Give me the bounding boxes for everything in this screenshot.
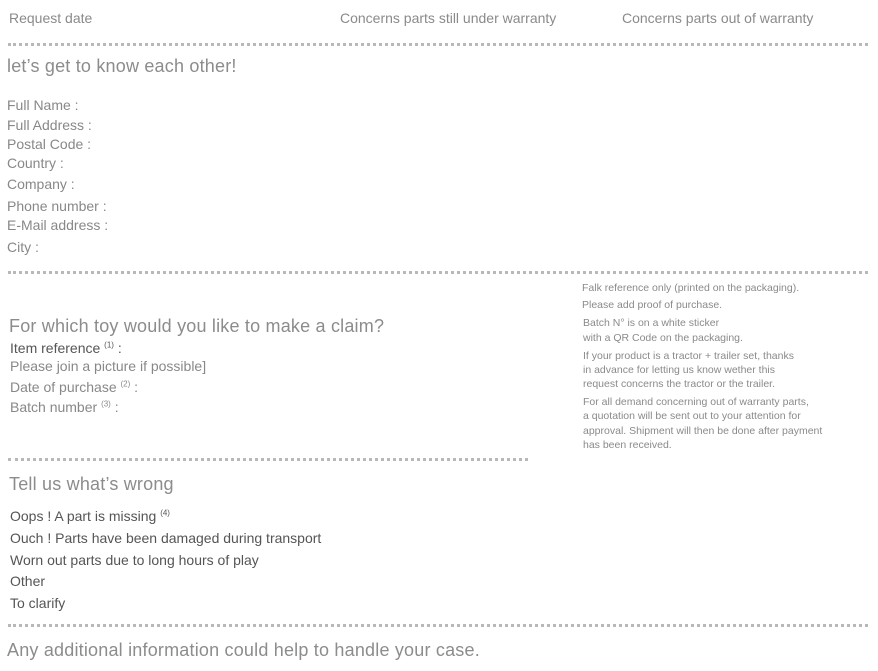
item-reference-label: Item reference — [10, 340, 101, 356]
footnote-marker: (3) — [101, 399, 111, 409]
footnote-2: Please add proof of purchase. — [582, 299, 723, 311]
picture-upload-field[interactable]: Please join a picture if possible] — [10, 358, 207, 374]
city-field[interactable]: City : — [7, 239, 39, 255]
footnote-marker: (4) — [160, 508, 170, 518]
full-address-field[interactable]: Full Address : — [7, 117, 92, 133]
batch-number-field[interactable] — [10, 399, 119, 415]
item-reference-field[interactable] — [10, 340, 122, 356]
footnote-4-line-3: request concerns the tractor or the trailer. — [583, 378, 776, 390]
out-of-warranty-option[interactable]: Concerns parts out of warranty — [622, 10, 814, 26]
postal-code-field[interactable]: Postal Code : — [7, 136, 92, 152]
email-address-field[interactable]: E-Mail address : — [7, 217, 109, 233]
footnote-4-line-2: in advance for letting us know wether this — [583, 364, 776, 376]
footnote-3-line-2: with a QR Code on the packaging. — [583, 332, 743, 344]
footnote-4-line-1: If your product is a tractor + trailer set, thanks — [583, 350, 794, 362]
field-colon: : — [113, 340, 122, 356]
problem-section-title: Tell us what’s wrong — [9, 474, 174, 494]
footnote-5-line-1: For all demand concerning out of warranty parts, — [583, 396, 809, 408]
field-colon: : — [110, 399, 119, 415]
dotted-divider — [8, 624, 868, 627]
footnote-5-line-2: a quotation will be sent out to your attention for — [583, 410, 801, 422]
problem-option-other[interactable]: Other — [10, 573, 46, 589]
date-of-purchase-field[interactable] — [10, 379, 138, 395]
field-colon: : — [130, 379, 139, 395]
full-name-field[interactable]: Full Name : — [7, 97, 79, 113]
problem-option-damaged-transport[interactable]: Ouch ! Parts have been damaged during transport — [10, 530, 322, 546]
footnote-1: Falk reference only (printed on the packaging). — [582, 282, 800, 294]
phone-number-field[interactable]: Phone number : — [7, 198, 107, 214]
footnote-marker: (2) — [120, 379, 131, 389]
problem-option-label: Oops ! A part is missing — [10, 508, 157, 524]
footnote-3-line-1: Batch N° is on a white sticker — [583, 317, 720, 329]
under-warranty-option[interactable]: Concerns parts still under warranty — [340, 10, 557, 26]
footnote-5-line-4: has been received. — [583, 439, 672, 451]
dotted-divider — [8, 271, 868, 274]
identity-section-title: let’s get to know each other! — [7, 56, 237, 76]
batch-number-label: Batch number — [10, 399, 98, 415]
dotted-divider — [8, 43, 868, 46]
problem-option-missing-part[interactable] — [10, 508, 170, 524]
request-date-label: Request date — [9, 10, 93, 26]
dotted-divider — [8, 458, 528, 461]
problem-option-worn-out[interactable]: Worn out parts due to long hours of play — [10, 552, 259, 568]
date-of-purchase-label: Date of purchase — [10, 379, 117, 395]
footnote-5-line-3: approval. Shipment will then be done after payment — [583, 425, 823, 437]
claim-section-title: For which toy would you like to make a claim? — [9, 316, 385, 336]
footnote-marker: (1) — [104, 340, 114, 350]
problem-option-to-clarify[interactable]: To clarify — [10, 595, 66, 611]
company-field[interactable]: Company : — [7, 176, 75, 192]
additional-info-field[interactable]: Any additional information could help to handle your case. — [7, 640, 480, 660]
country-field[interactable]: Country : — [7, 155, 64, 171]
